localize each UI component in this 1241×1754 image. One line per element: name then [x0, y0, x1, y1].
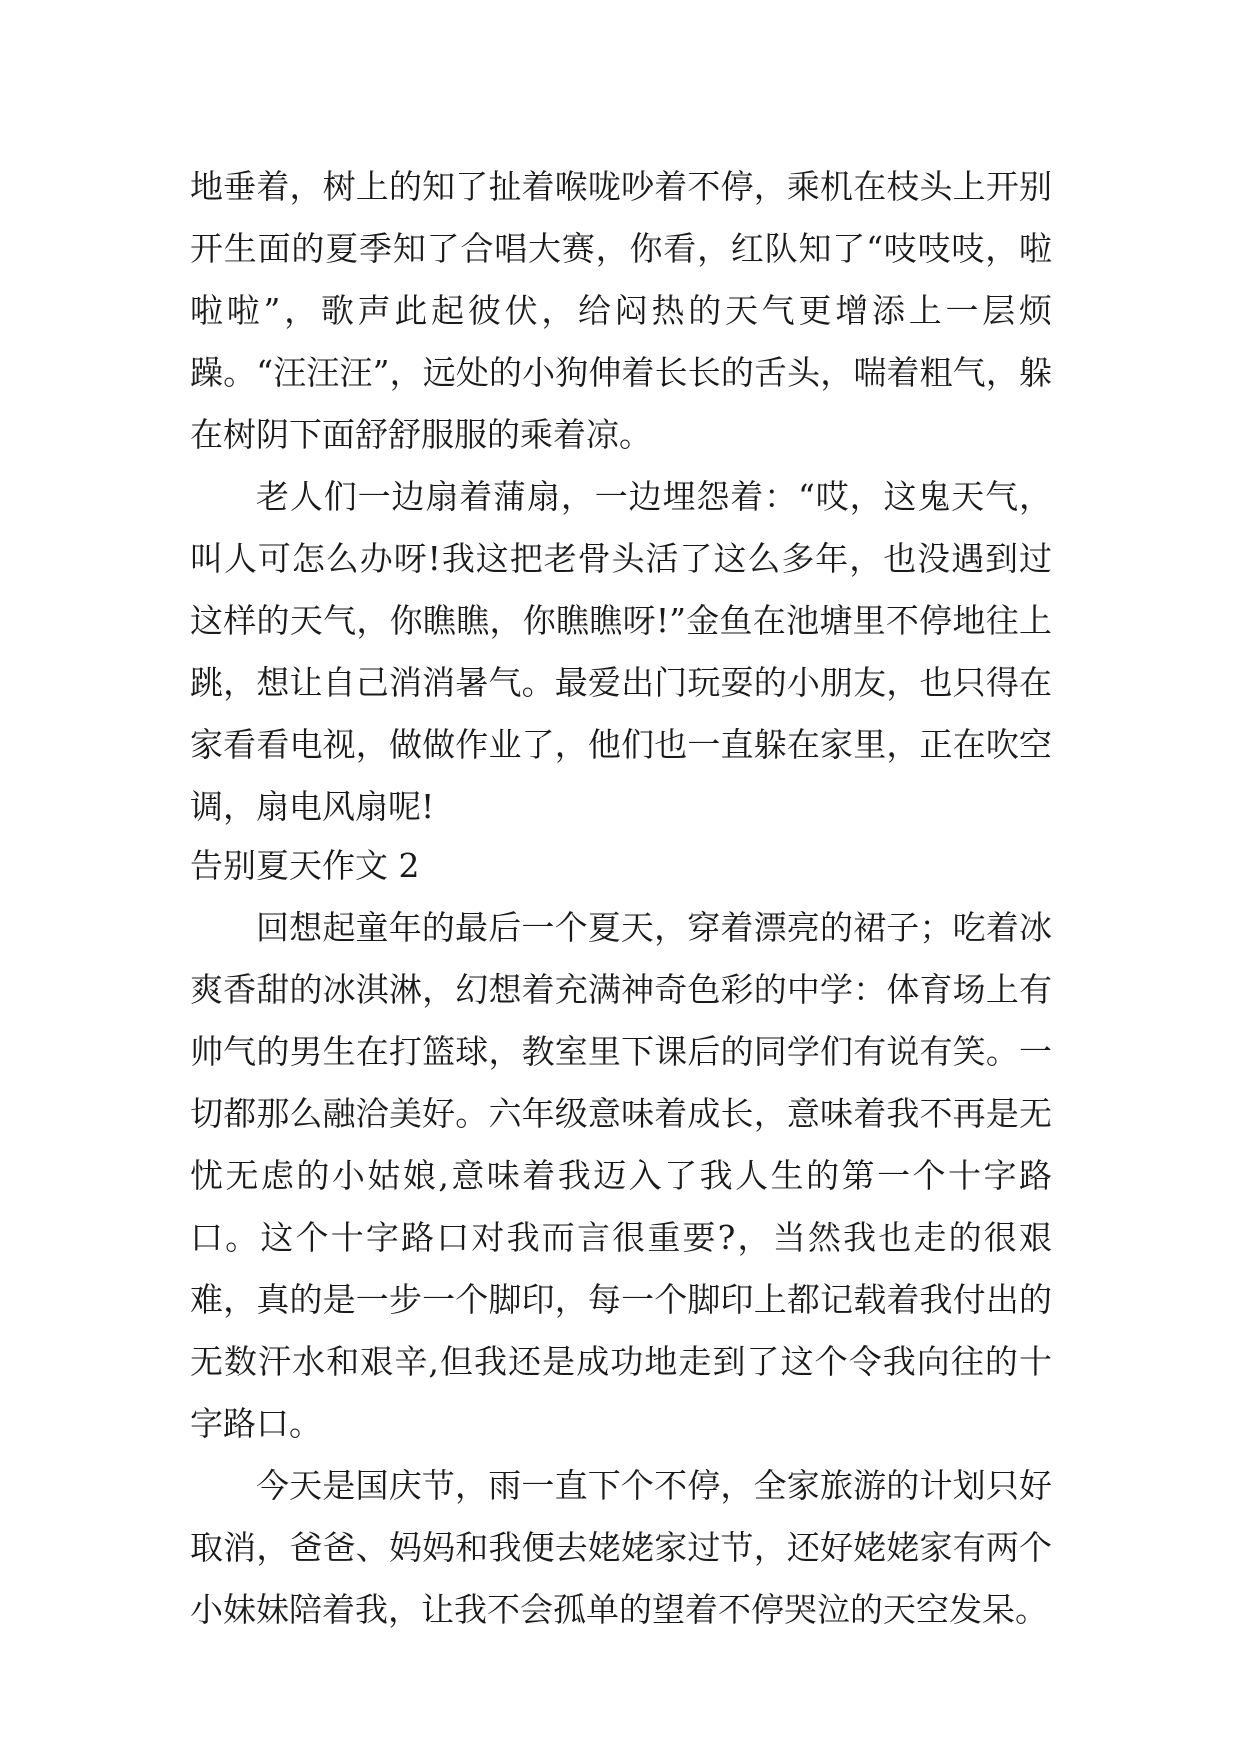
paragraph-continued: 地垂着，树上的知了扯着喉咙吵着不停，乘机在枝头上开别开生面的夏季知了合唱大赛，你看，红队知了“吱吱吱，啦啦啦”，歌声此起彼伏，给闷热的天气更增添上一层烦躁。“汪汪汪”，远处的小狗伸着长长的舌头，喘着粗气，躲在树阴下面舒舒服服的乘着凉。 — [190, 167, 1052, 454]
essay-title: 告别夏天作文 2 — [190, 846, 420, 885]
essay-section-1 — [190, 156, 1052, 838]
paragraph: 今天是国庆节，雨一直下个不停，全家旅游的计划只好取消，爸爸、妈妈和我便去姥姥家过节，还好姥姥家有两个小妹妹陪着我，让我不会孤单的望着不停哭泣的天空发呆。 — [190, 1466, 1052, 1629]
paragraph: 回想起童年的最后一个夏天，穿着漂亮的裙子；吃着冰爽香甜的冰淇淋，幻想着充满神奇色彩的中学：体育场上有帅气的男生在打篮球，教室里下课后的同学们有说有笑。一切都那么融洽美好。六年级意味着成长，意味着我不再是无忧无虑的小姑娘,意味着我迈入了我人生的第一个十字路口。这个十字路口对我而言很重要?，当然我也走的很艰难，真的是一步一个脚印，每一个脚印上都记载着我付出的无数汗水和艰辛,但我还是成功地走到了这个令我向往的十字路口。 — [190, 908, 1052, 1443]
paragraph: 老人们一边扇着蒲扇，一边埋怨着：“哎，这鬼天气，叫人可怎么办呀!我这把老骨头活了这么多年，也没遇到过这样的天气，你瞧瞧，你瞧瞧呀!”金鱼在池塘里不停地往上跳，想让自己消消暑气。最爱出门玩耍的小朋友，也只得在家看看电视，做做作业了，他们也一直躲在家里，正在吹空调，扇电风扇呢! — [190, 477, 1052, 826]
essay-section-2 — [190, 835, 1052, 1641]
